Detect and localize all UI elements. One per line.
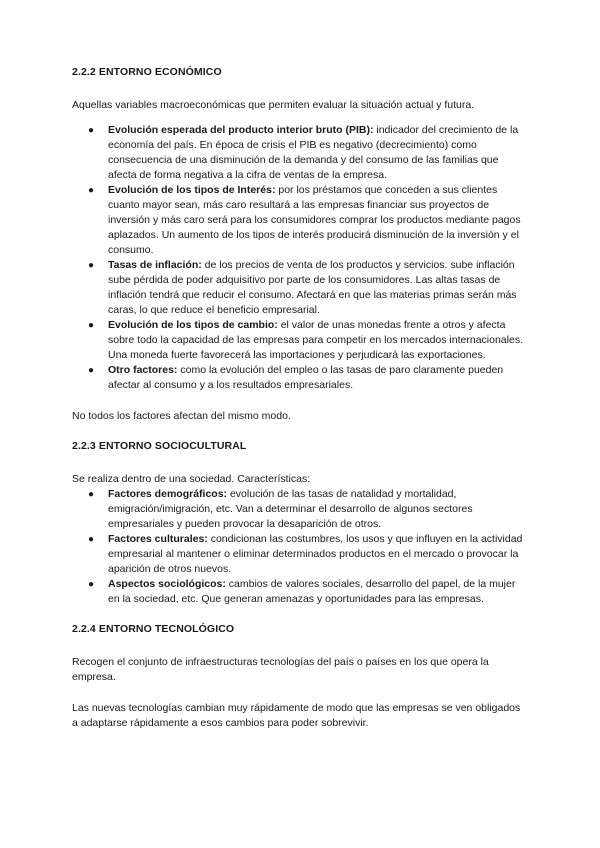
list-item-term: Otro factores:	[108, 364, 178, 376]
bullet-icon: ●	[88, 260, 95, 271]
technological-paragraph-1: Recogen el conjunto de infraestructuras tecnologías del país o países en los que opera la empresa.	[72, 656, 489, 683]
section-heading-economic: 2.2.2 ENTORNO ECONÓMICO	[72, 66, 222, 78]
section-heading-technological: 2.2.4 ENTORNO TECNOLÓGICO	[72, 623, 235, 635]
economic-intro: Aquellas variables macroeconómicas que permiten evaluar la situación actual y futura.	[72, 99, 475, 111]
list-item-text: de los precios de venta de los productos y servicios. sube inflación sube pérdida de poder adquisitivo por parte de los consumidores. Las altas tasas de inflación tendrá que reducir el consumo. Afectará en que las materias primas serán más caras, lo que reduce el beneficio empresarial.	[108, 259, 517, 316]
bullet-icon: ●	[88, 320, 95, 331]
list-item	[72, 363, 528, 393]
list-item-text: indicador del crecimiento de la economía del país. En época de crisis el PIB es negativo (decrecimiento) como consecuencia de una disminución de la demanda y del consumo de las familias que afecta de forma negativa a la cifra de ventas de la empresa.	[108, 124, 519, 181]
sociocultural-bullet-list	[72, 487, 528, 607]
bullet-icon: ●	[88, 489, 95, 500]
list-item-term: Evolución de los tipos de Interés:	[108, 184, 276, 196]
section-heading-sociocultural: 2.2.3 ENTORNO SOCIOCULTURAL	[72, 440, 247, 452]
list-item	[72, 123, 528, 183]
list-item-text: evolución de las tasas de natalidad y mortalidad, emigración/imigración, etc. Van a determinar el desarrollo de algunos sectores empresariales y pueden provocar la desaparición de otros.	[108, 488, 473, 530]
list-item	[72, 318, 528, 363]
list-item	[72, 577, 528, 607]
technological-paragraph-2: Las nuevas tecnologías cambian muy rápidamente de modo que las empresas se ven obligados a adaptarse rápidamente a esos cambios para poder sobrevivir.	[72, 702, 521, 729]
list-item-term: Evolución de los tipos de cambio:	[108, 319, 278, 331]
list-item-text: como la evolución del empleo o las tasas de paro claramente pueden afectar al consumo y a los resultados empresariales.	[108, 364, 504, 391]
list-item-text: condicionan las costumbres, los usos y que influyen en la actividad empresarial al mantener o eliminar determinados productos en el mercado o provocar la aparición de otros nuevos.	[108, 533, 523, 575]
bullet-icon: ●	[88, 579, 95, 590]
bullet-icon: ●	[88, 125, 95, 136]
list-item	[72, 532, 528, 577]
bullet-icon: ●	[88, 534, 95, 545]
list-item	[72, 258, 528, 318]
economic-bullet-list	[72, 123, 528, 393]
list-item-term: Evolución esperada del producto interior bruto (PIB):	[108, 124, 374, 136]
document-page	[72, 66, 528, 747]
list-item-term: Tasas de inflación:	[108, 259, 202, 271]
list-item-text: por los préstamos que conceden a sus clientes cuanto mayor sean, más caro resultará a las empresas financiar sus proyectos de inversión y más caro será para los consumidores comprar los productos mediante pagos aplazados. Un aumento de los tipos de interés producirá disminución de la inversión y el consumo.	[108, 184, 521, 256]
list-item-text: cambios de valores sociales, desarrollo del papel, de la mujer en la sociedad, etc. Que generan amenazas y oportunidades para las empresas.	[108, 578, 516, 605]
list-item-text: el valor de unas monedas frente a otros y afecta sobre todo la capacidad de las empresas para competir en los mercados internacionales. Una moneda fuerte favorecerá las importaciones y perjudicará las exportaciones.	[108, 319, 523, 361]
list-item	[72, 487, 528, 532]
list-item	[72, 183, 528, 258]
bullet-icon: ●	[88, 185, 95, 196]
list-item-term: Factores culturales:	[108, 533, 208, 545]
economic-closing: No todos los factores afectan del mismo modo.	[72, 410, 291, 422]
list-item-term: Aspectos sociológicos:	[108, 578, 226, 590]
list-item-term: Factores demográficos:	[108, 488, 228, 500]
sociocultural-intro: Se realiza dentro de una sociedad. Características:	[72, 473, 311, 485]
bullet-icon: ●	[88, 365, 95, 376]
